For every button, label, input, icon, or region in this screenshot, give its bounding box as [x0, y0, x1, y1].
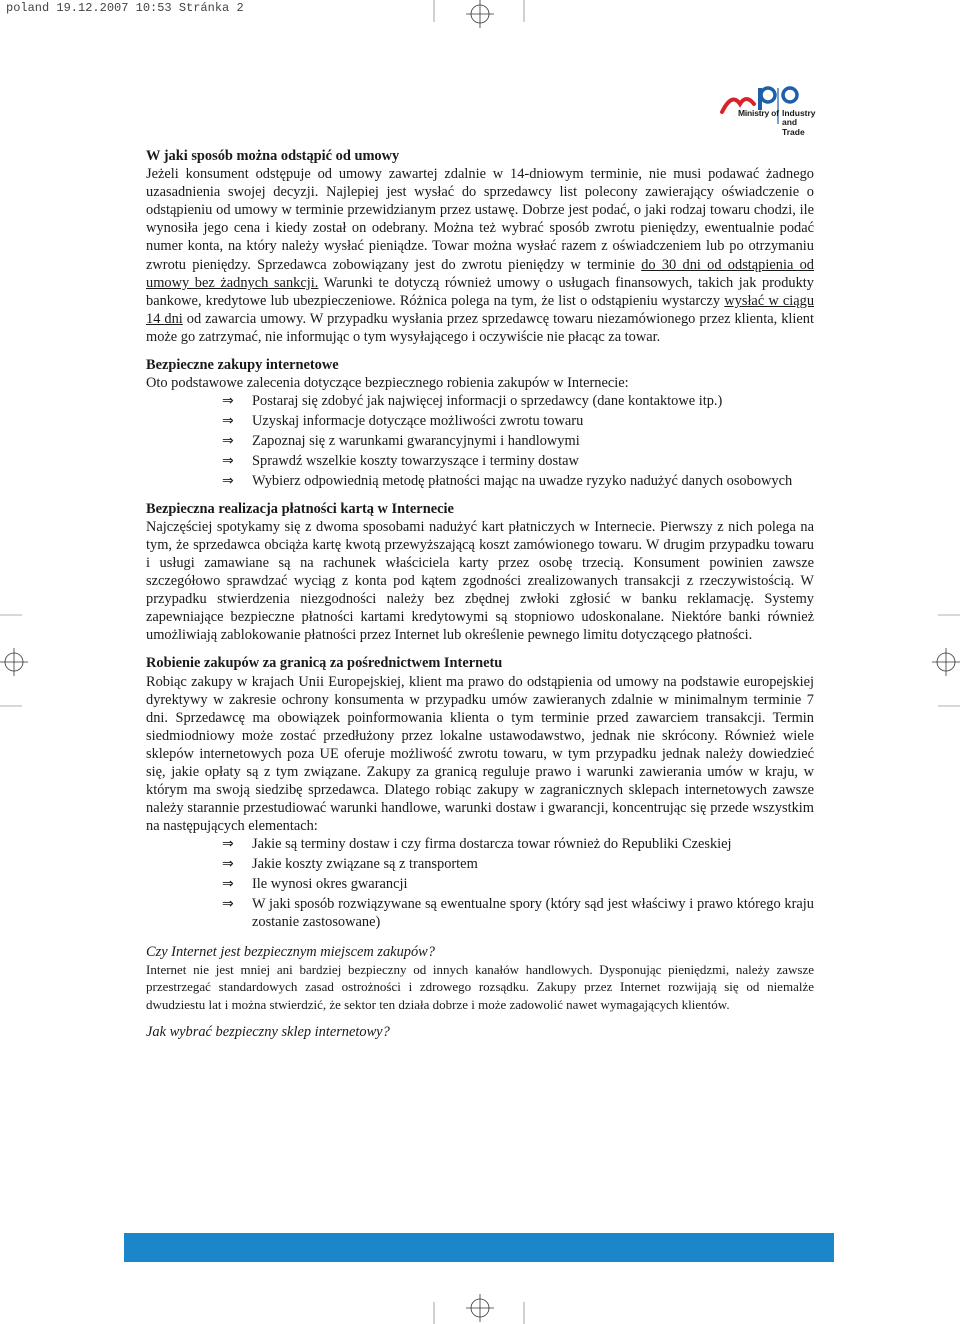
- section-heading: Bezpieczna realizacja płatności kartą w Internecie: [146, 500, 454, 517]
- right-double-arrow-icon: ⇒: [222, 856, 234, 873]
- right-double-arrow-icon: ⇒: [222, 896, 234, 913]
- right-double-arrow-icon: ⇒: [222, 452, 234, 469]
- paragraph: Internet nie jest mniej ani bardziej bezpieczny od innych kanałów handlowych. Dysponując pieniędzmi, należy zawsze przestrzegać standardowych zasad ostrożności i zdrowego rozsądku. Zakupy przez Internet rozwijają się od niemalże dwudziestu lat i można stwierdzić, że sektor ten działa dobrze i może zadowolić nawet wymagających klientów.: [146, 962, 814, 1012]
- right-double-arrow-icon: ⇒: [222, 876, 234, 893]
- right-double-arrow-icon: ⇒: [222, 413, 234, 430]
- section-heading: W jaki sposób można odstąpić od umowy: [146, 148, 400, 164]
- right-double-arrow-icon: ⇒: [222, 836, 234, 853]
- print-header: poland 19.12.2007 10:53 Stránka 2: [6, 1, 244, 15]
- paragraph: Najczęściej spotykamy się z dwoma sposobami nadużyć kart płatniczych w Internecie. Pierwszy z nich polega na tym, że sprzedawca obciąża kartę kwotą przewyższającą koszt zamówionego towaru. W drugim przypadku towaru i usługi zamawiane są na rachunek właściciela karty przez osobę trzecią. Konsument powinien zawsze szczegółowo sprawdzać wyciąg z konta pod kątem zgodności zrealizowanych transakcji z rzeczywistością. W przypadku stwierdzenia niezgodności należy bez zbędnej zwłoki zgłosić w banku reklamację. Systemy zapewniające bezpieczne płatności kartami kredytowymi są stopniowo udoskonalane. Niektóre banki również umożliwiają zablokowanie płatności przez Internet lub określenie pewnego limitu dotyczącego płatności.: [146, 518, 814, 644]
- list-item: ⇒ Uzyskaj informacje dotyczące możliwości zwrotu towaru: [222, 413, 584, 430]
- underlined-text: wysłać w ciągu 14 dni: [146, 292, 815, 327]
- logo-text-right-1: Industry: [782, 108, 816, 118]
- section-heading: Jak wybrać bezpieczny sklep internetowy?: [146, 1023, 390, 1040]
- list-item: ⇒ Zapoznaj się z warunkami gwarancyjnymi i handlowymi: [222, 433, 580, 449]
- section-heading: Robienie zakupów za granicą za pośrednictwem Internetu: [146, 655, 503, 672]
- logo-text-left: Ministry of: [738, 108, 779, 118]
- right-double-arrow-icon: ⇒: [222, 472, 234, 489]
- article-body: [146, 147, 814, 1041]
- section-heading: Czy Internet jest bezpiecznym miejscem zakupów?: [146, 944, 435, 961]
- right-double-arrow-icon: ⇒: [222, 393, 234, 410]
- text-run: od zawarcia umowy. W przypadku wysłania przez sprzedawcę towaru niezamówionego przez klienta, klient może go zatrzymać, nie informując o tym wysyłającego i oczywiście nie płacąc za towar.: [146, 310, 814, 345]
- paragraph: Robiąc zakupy w krajach Unii Europejskiej, klient ma prawo do odstąpienia od umowy na podstawie europejskiej dyrektywy w zakresie ochrony konsumenta w przypadku umów zawieranych zdalnie w minimalnym terminie 7 dni. Sprzedawcę ma obowiązek poinformowania klienta o tym terminie przed zawarciem transakcji. Termin siedmiodniowy może zostać przedłużony przez lokalne ustawodawstwo, jednak nie skrócony. Również wiele sklepów internetowych poza UE oferuje możliwość zwrotu towaru, w tym przypadku jednak należy dowiedzieć się, jakie opłaty są z tym związane. Zakupy za granicą reguluje prawo i warunki zawierania umów w kraju, w którym ma swoją siedzibę sprzedawca. Dlatego robiąc zakupy w zagranicznych sklepach internetowych zawsze należy starannie przestudiować warunki handlowe, warunki dostaw i gwarancji, koncentrując się przede wszystkim na następujących elementach:: [146, 673, 814, 835]
- paragraph: [146, 165, 814, 346]
- tips-list: [146, 392, 814, 490]
- list-item: ⇒ Jakie są terminy dostaw i czy firma dostarcza towar również do Republiki Czeskiej: [222, 836, 732, 853]
- text-run: Warunki te dotyczą również umowy o usługach finansowych, takich jak produkty bankowe, kredytowe lub ubezpieczeniowe. Różnica polega na tym, że list o odstąpieniu wystarczy: [146, 274, 814, 309]
- mpo-logo: [718, 86, 818, 137]
- list-item: ⇒ Ile wynosi okres gwarancji: [222, 876, 408, 893]
- list-item: ⇒ Wybierz odpowiednią metodę płatności mając na uwadze ryzyko nadużyć danych osobowych: [222, 472, 793, 489]
- checklist: [146, 835, 814, 931]
- underlined-text: do 30 dni od odstąpienia od umowy bez żadnych sankcji.: [146, 256, 814, 291]
- list-item: ⇒ Jakie koszty związane są z transportem: [222, 856, 478, 873]
- list-item: ⇒ W jaki sposób rozwiązywane są ewentualne spory (który sąd jest właściwy i prawo którego kraju zostanie zastosowane): [222, 896, 814, 931]
- footer-bar: [124, 1233, 834, 1262]
- logo-text-right-2: and Trade: [782, 117, 805, 137]
- list-item: ⇒ Sprawdź wszelkie koszty towarzyszące i terminy dostaw: [222, 452, 579, 469]
- text-run: Jeżeli konsument odstępuje od umowy zawartej zdalnie w 14-dniowym terminie, nie musi podawać żadnego uzasadnienia swojej decyzji. Najlepiej jest wysłać do sprzedawcy list polecony zawierający oświadczenie o odstąpieniu od umowy w terminie przewidzianym przez ustawę. Dobrze jest podać, o jaki rodzaj towaru chodzi, ile wynosiła jego cena i kiedy został on odebrany. Można też wybrać sposób zwrotu pieniędzy, ewentualnie podać numer konta, na który należy wysłać pieniądze. Towar można wysłać razem z oświadczeniem lub po otrzymaniu zwrotu pieniędzy. Sprzedawca zobowiązany jest do zwrotu pieniędzy w terminie: [146, 166, 814, 273]
- list-item: ⇒ Postaraj się zdobyć jak najwięcej informacji o sprzedawcy (dane kontaktowe itp.): [222, 393, 723, 410]
- paragraph: Oto podstawowe zalecenia dotyczące bezpiecznego robienia zakupów w Internecie:: [146, 375, 629, 392]
- right-double-arrow-icon: ⇒: [222, 433, 234, 449]
- section-heading: Bezpieczne zakupy internetowe: [146, 357, 339, 374]
